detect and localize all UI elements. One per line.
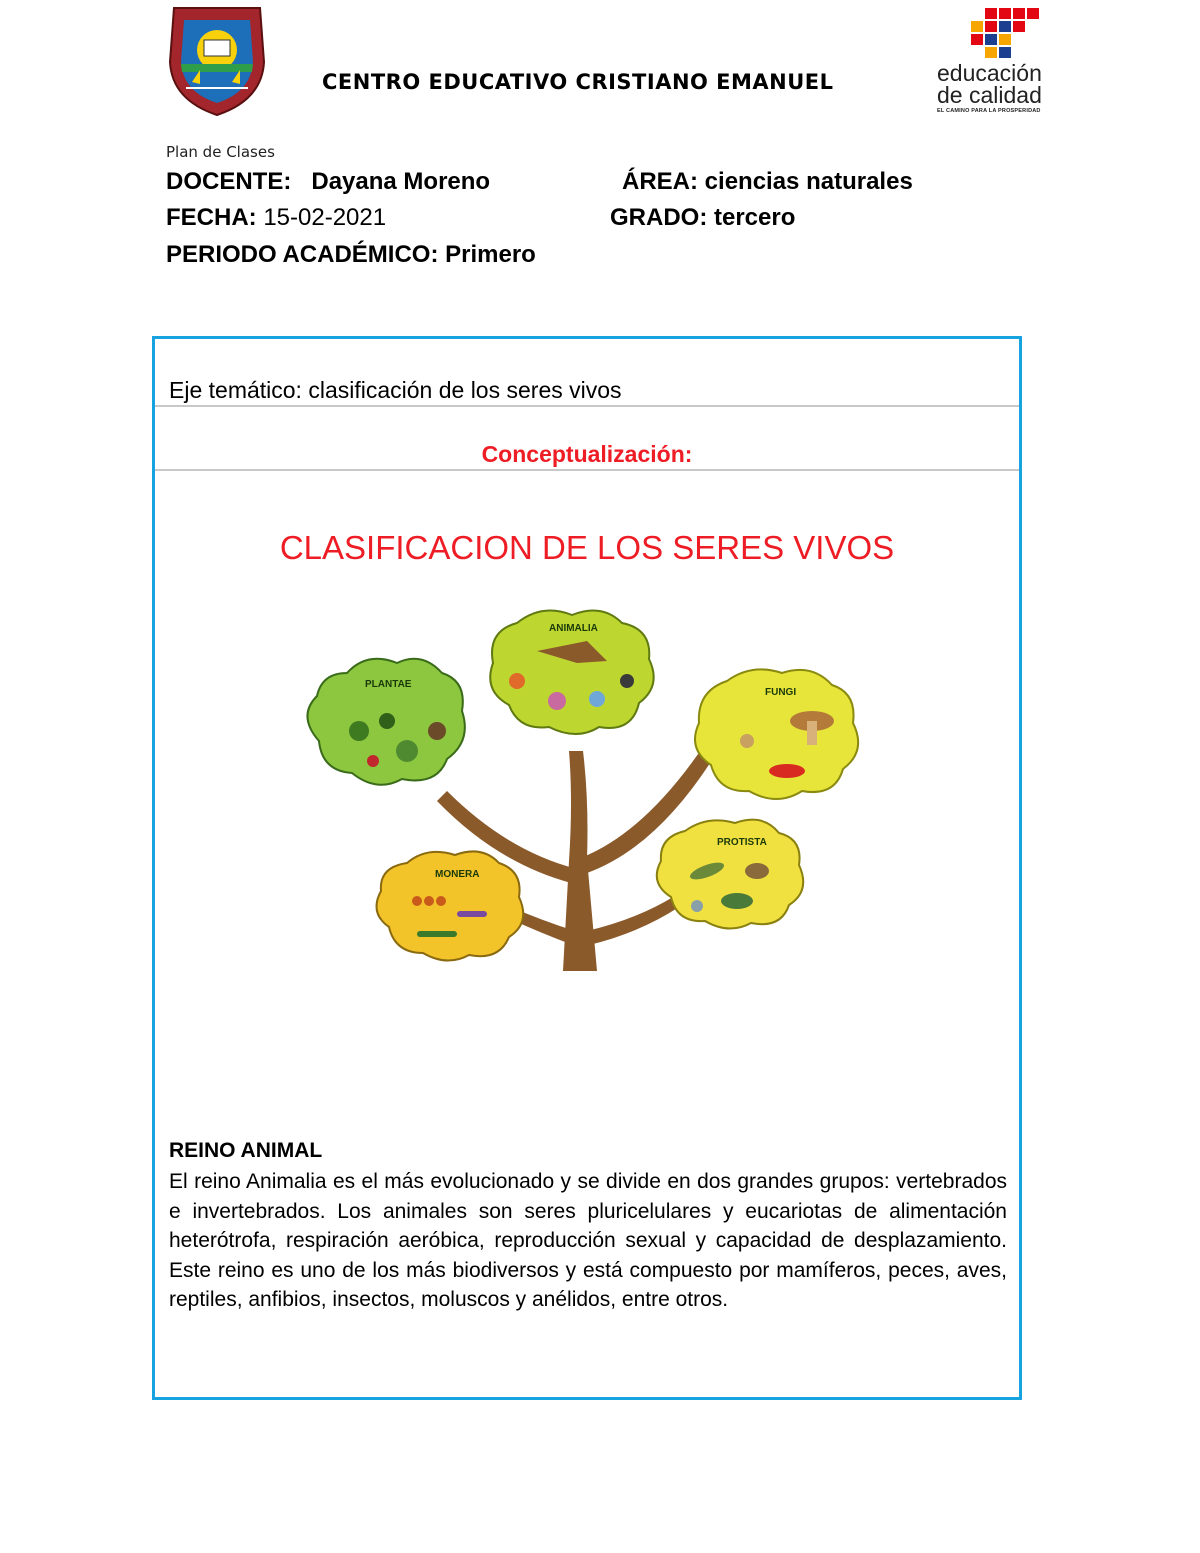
fecha-label: FECHA: bbox=[166, 204, 257, 231]
area-label: ÁREA: bbox=[622, 168, 698, 195]
eje-tematico: Eje temático: clasificación de los seres vivos bbox=[169, 377, 622, 403]
brand-line-1: educación bbox=[937, 60, 1042, 86]
reino-animal-body: El reino Animalia es el más evolucionado y se divide en dos grandes grupos: vertebrados e invertebrados. Los animales son seres pluricelulares y eucariotas de alimentación heterótrofa, respiración aeróbica, reproducción sexual y capacidad de desplazamiento. Este reino es uno de los más biodiversos y está compuesto por mamíferos, peces, aves, reptiles, anfibios, insectos, moluscos y anélidos, entre otros. bbox=[169, 1170, 1007, 1311]
reino-animal-title: REINO ANIMAL bbox=[169, 1139, 323, 1162]
periodo-label: PERIODO ACADÉMICO: bbox=[166, 241, 439, 268]
conceptualizacion-heading: Conceptualización: bbox=[481, 441, 693, 467]
kingdoms-tree-figure bbox=[287, 601, 883, 971]
periodo-field bbox=[166, 241, 536, 269]
kingdom-label: FUNGI bbox=[765, 687, 797, 698]
brand-tagline: EL CAMINO PARA LA PROSPERIDAD bbox=[937, 108, 1041, 114]
docente-field bbox=[166, 168, 490, 196]
fecha-field bbox=[166, 204, 386, 232]
eje-row bbox=[155, 339, 1019, 407]
kingdom-label: MONERA bbox=[435, 869, 480, 880]
grado-value: tercero bbox=[714, 204, 796, 231]
school-name: CENTRO EDUCATIVO CRISTIANO EMANUEL bbox=[322, 70, 834, 94]
kingdom-label: PLANTAE bbox=[365, 679, 412, 690]
school-crest-icon bbox=[166, 2, 268, 118]
kingdom-label: ANIMALIA bbox=[549, 623, 598, 634]
grado-label: GRADO: bbox=[610, 204, 708, 231]
kingdom-label: PROTISTA bbox=[717, 837, 767, 848]
concept-row bbox=[155, 407, 1019, 471]
docente-label: DOCENTE: bbox=[166, 168, 292, 195]
docente-value: Dayana Moreno bbox=[311, 168, 491, 195]
colored-blocks-logo-icon bbox=[935, 4, 1053, 62]
brand-logo bbox=[935, 4, 1053, 122]
grado-field bbox=[610, 204, 795, 232]
main-title: CLASIFICACION DE LOS SERES VIVOS bbox=[279, 529, 895, 566]
area-field bbox=[622, 168, 913, 196]
area-value: ciencias naturales bbox=[704, 168, 913, 195]
fecha-value: 15-02-2021 bbox=[263, 204, 387, 231]
content-box bbox=[152, 336, 1022, 1400]
periodo-value: Primero bbox=[445, 241, 536, 268]
brand-line-2: de calidad bbox=[937, 82, 1042, 108]
plan-label: Plan de Clases bbox=[166, 143, 275, 161]
